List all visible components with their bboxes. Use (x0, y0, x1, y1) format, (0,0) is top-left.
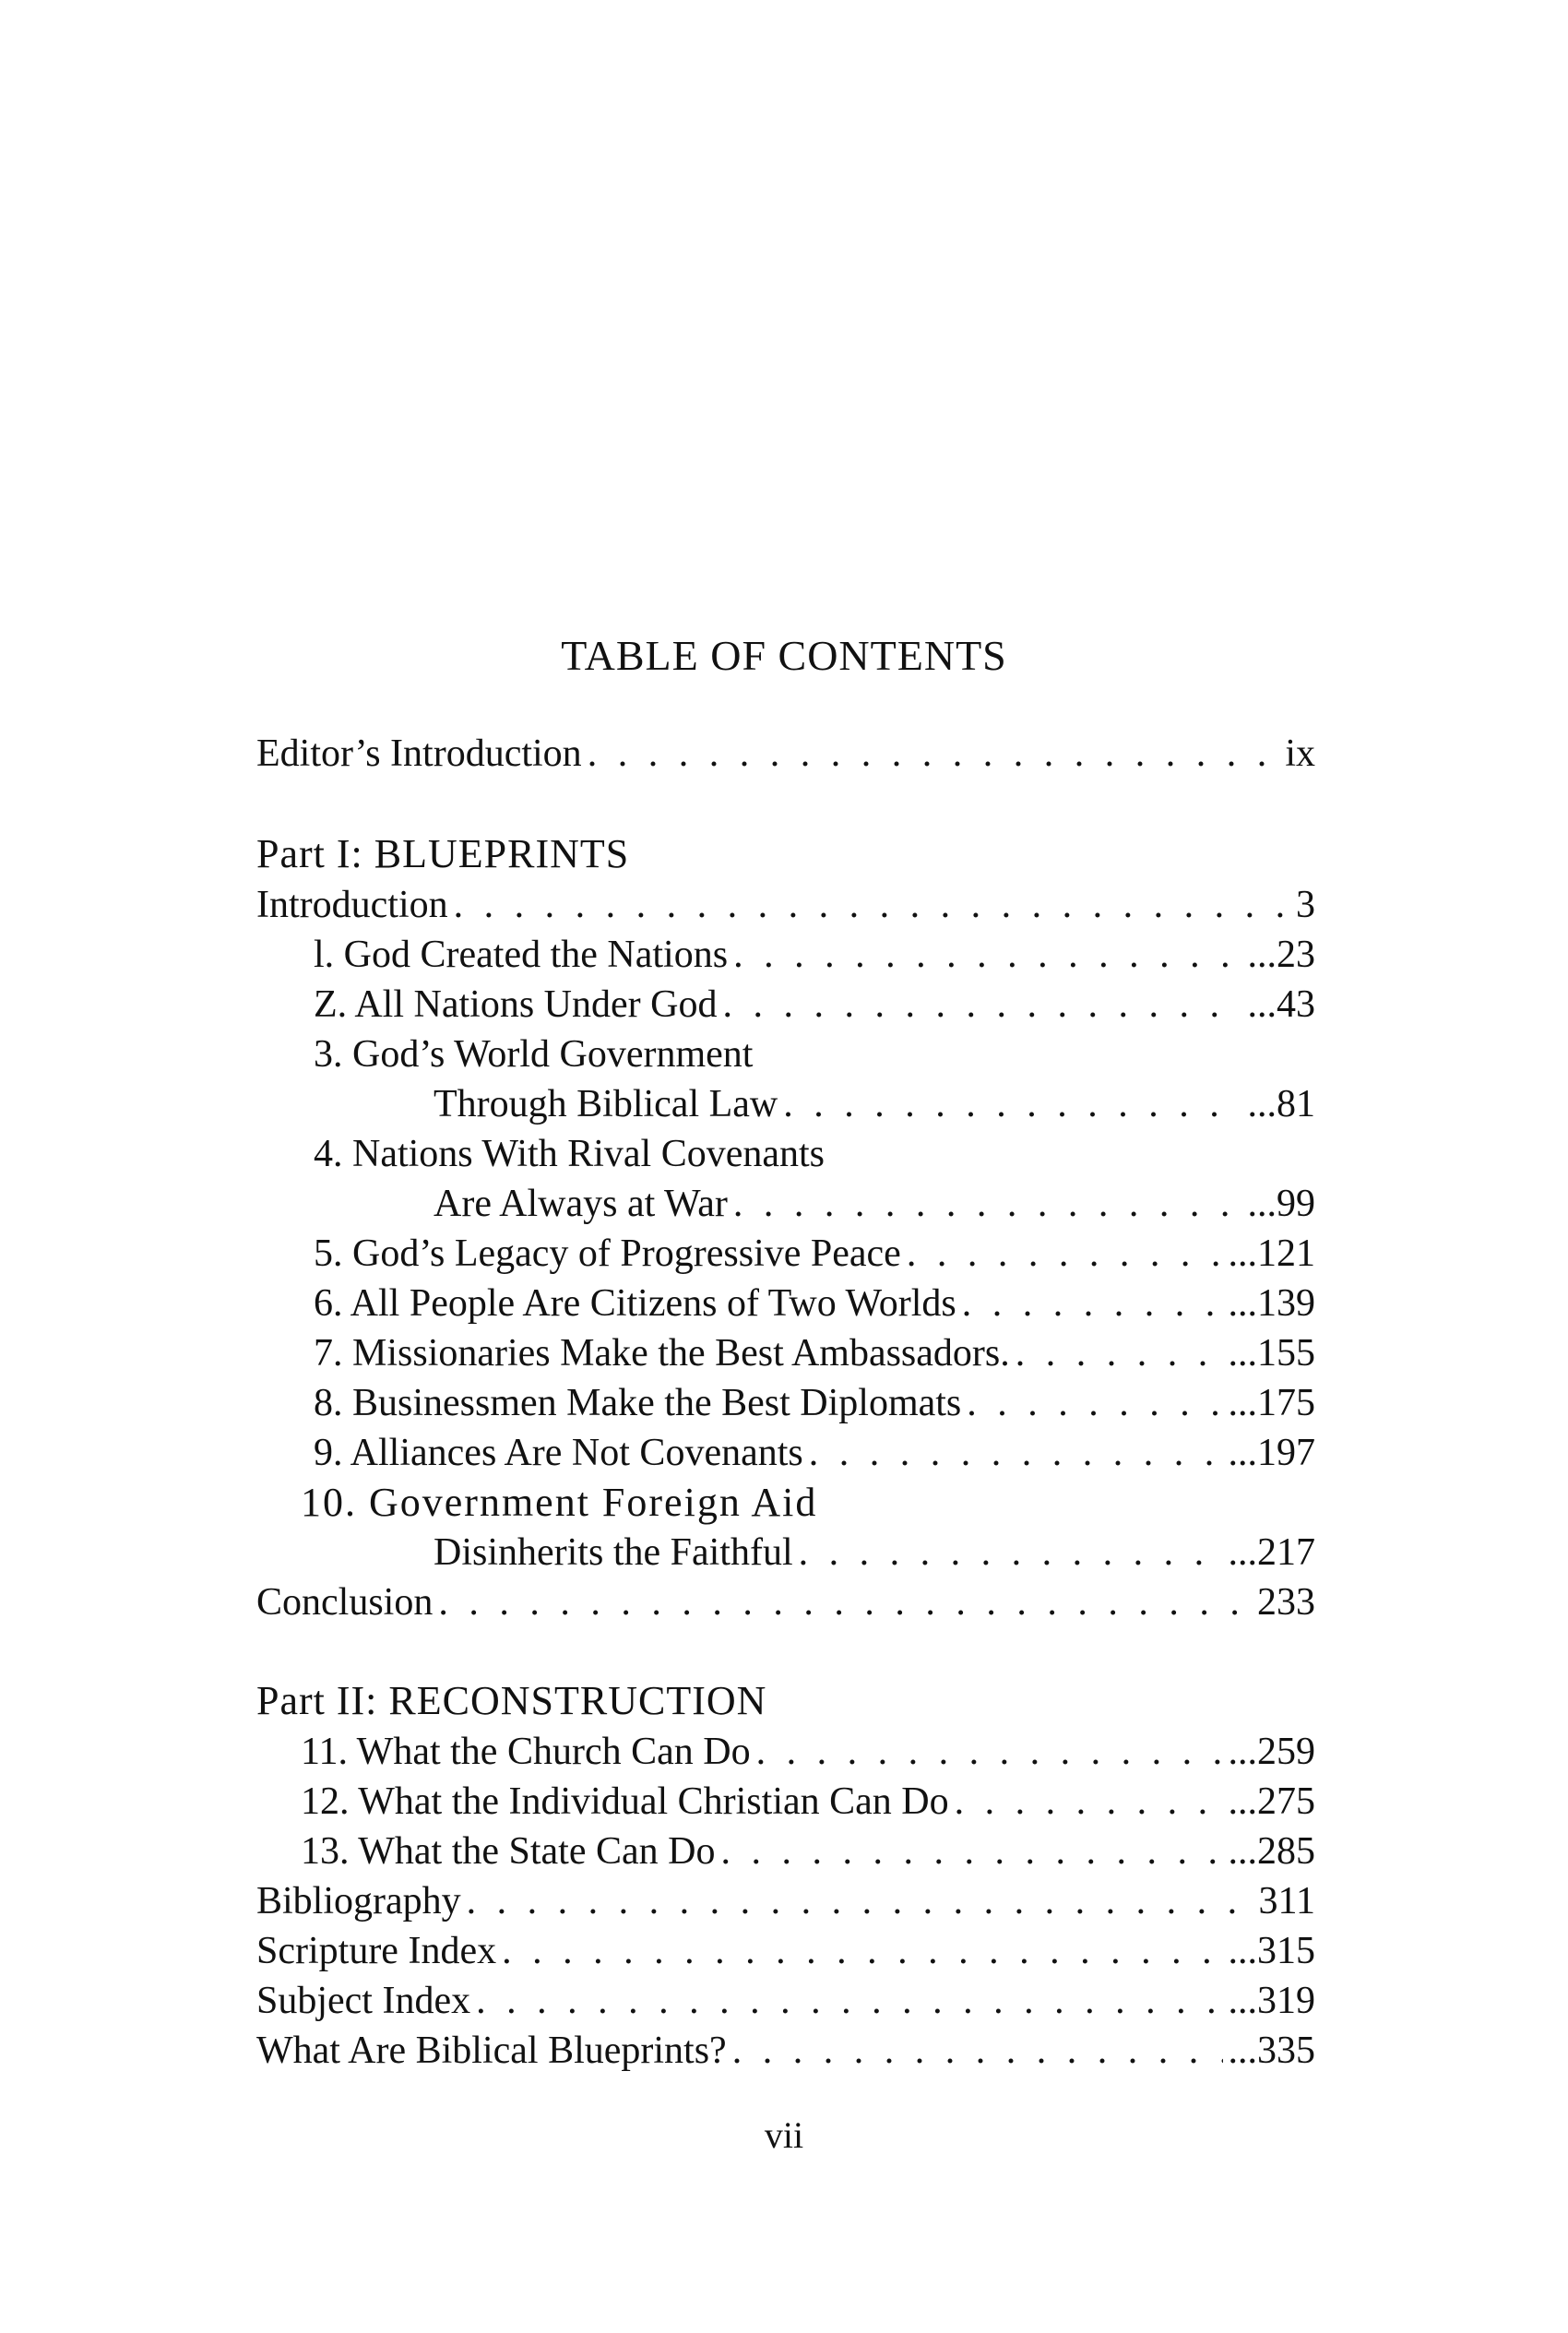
toc-entry-label: Editor’s Introduction (256, 732, 582, 775)
toc-entry-label: 5. God’s Legacy of Progressive Peace (314, 1232, 901, 1275)
dot-leader (438, 1577, 1252, 1627)
toc-entry-label: 13. What the State Can Do (301, 1830, 716, 1873)
dot-leader (502, 1926, 1222, 1976)
toc-entry-page: ...99 (1247, 1183, 1315, 1225)
toc-entry-label: 9. Alliances Are Not Covenants (314, 1432, 803, 1474)
toc-entry-chapter-1 (314, 930, 1315, 980)
toc-entry-page: 3 (1296, 884, 1315, 926)
toc-entry-page: ...43 (1247, 983, 1315, 1026)
toc-entry-label: 8. Businessmen Make the Best Diplomats (314, 1382, 962, 1424)
toc-entry-chapter-4 (434, 1179, 1315, 1229)
toc-entry-chapter-3 (434, 1079, 1315, 1129)
dot-leader (476, 1976, 1222, 2026)
toc-entry-label: What Are Biblical Blueprints? (256, 2029, 727, 2072)
toc-entry-label: 11. What the Church Can Do (301, 1731, 751, 1773)
dot-leader (1016, 1328, 1223, 1378)
dot-leader (454, 880, 1290, 930)
toc-entry-chapter-13 (301, 1827, 1315, 1876)
toc-entry-page: ...121 (1228, 1232, 1315, 1275)
toc-entry-page: ...335 (1228, 2029, 1315, 2072)
dot-leader (733, 930, 1241, 980)
toc-entry-page: ...139 (1228, 1282, 1315, 1325)
toc-entry-page: ...81 (1247, 1083, 1315, 1125)
toc-entry-conclusion (256, 1577, 1315, 1627)
toc-entry-bibliography (256, 1876, 1315, 1926)
toc-entry-label: Bibliography (256, 1880, 461, 1922)
toc-entry-scripture-index (256, 1926, 1315, 1976)
toc-entry-chapter-11 (301, 1727, 1315, 1777)
toc-entry-label: Disinherits the Faithful (434, 1531, 793, 1574)
dot-leader (733, 1179, 1242, 1229)
toc-entry-page: ...285 (1228, 1830, 1315, 1873)
toc-entry-chapter-6 (314, 1279, 1315, 1328)
dot-leader (809, 1428, 1223, 1478)
toc-entry-chapter-8 (314, 1378, 1315, 1428)
dot-leader (720, 1827, 1222, 1876)
toc-entry-introduction (256, 880, 1315, 930)
toc-entry-editors-introduction (256, 729, 1315, 779)
toc-entry-page: ...175 (1228, 1382, 1315, 1424)
toc-entry-page: ...217 (1228, 1531, 1315, 1574)
page-title: TABLE OF CONTENTS (561, 632, 1007, 679)
toc-entry-chapter-10-title: 10. Government Foreign Aid (301, 1480, 818, 1525)
part-one-heading: Part I: BLUEPRINTS (256, 831, 630, 876)
toc-entry-subject-index (256, 1976, 1315, 2026)
toc-entry-biblical-blueprints (256, 2026, 1315, 2076)
toc-entry-label: Subject Index (256, 1980, 471, 2022)
toc-entry-chapter-12 (301, 1777, 1315, 1827)
toc-entry-chapter-5 (314, 1229, 1315, 1279)
dot-leader (783, 1079, 1241, 1129)
toc-entry-page: ix (1285, 732, 1315, 775)
dot-leader (756, 1727, 1223, 1777)
toc-entry-page: ...315 (1228, 1930, 1315, 1972)
dot-leader (799, 1528, 1223, 1577)
toc-entry-label: Are Always at War (434, 1183, 728, 1225)
toc-entry-page: ...275 (1228, 1780, 1315, 1823)
toc-entry-page: ...259 (1228, 1731, 1315, 1773)
toc-entry-page: ...319 (1228, 1980, 1315, 2022)
toc-entry-label: l. God Created the Nations (314, 934, 729, 976)
toc-entry-label: 7. Missionaries Make the Best Ambassadors. (314, 1332, 1010, 1375)
dot-leader (732, 2026, 1223, 2076)
toc-entry-page: ...155 (1228, 1332, 1315, 1375)
dot-leader (955, 1777, 1223, 1827)
toc-entry-label: Through Biblical Law (434, 1083, 778, 1125)
toc-entry-label: 12. What the Individual Christian Can Do (301, 1780, 949, 1823)
toc-entry-label: Conclusion (256, 1581, 434, 1624)
toc-entry-chapter-4-title: 4. Nations With Rival Covenants (314, 1133, 825, 1175)
toc-entry-label: 6. All People Are Citizens of Two Worlds (314, 1282, 956, 1325)
toc-entry-chapter-2 (314, 980, 1315, 1030)
dot-leader (967, 1378, 1222, 1428)
toc-entry-chapter-3-title: 3. God’s World Government (314, 1033, 754, 1076)
toc-entry-chapter-9 (314, 1428, 1315, 1478)
dot-leader (962, 1279, 1223, 1328)
dot-leader (907, 1229, 1223, 1279)
toc-entry-page: 311 (1258, 1880, 1315, 1922)
toc-entry-label: Z. All Nations Under God (314, 983, 718, 1026)
toc-entry-label: Introduction (256, 884, 448, 926)
toc-entry-chapter-10 (434, 1528, 1315, 1577)
toc-entry-page: 233 (1257, 1581, 1315, 1624)
toc-entry-label: Scripture Index (256, 1930, 497, 1972)
toc-entry-page: ...23 (1247, 934, 1315, 976)
part-two-heading: Part II: RECONSTRUCTION (256, 1678, 767, 1723)
dot-leader (588, 729, 1280, 779)
toc-entry-page: ...197 (1228, 1432, 1315, 1474)
page-number: vii (764, 2114, 804, 2156)
toc-entry-chapter-7 (314, 1328, 1315, 1378)
dot-leader (722, 980, 1241, 1030)
dot-leader (467, 1876, 1253, 1926)
